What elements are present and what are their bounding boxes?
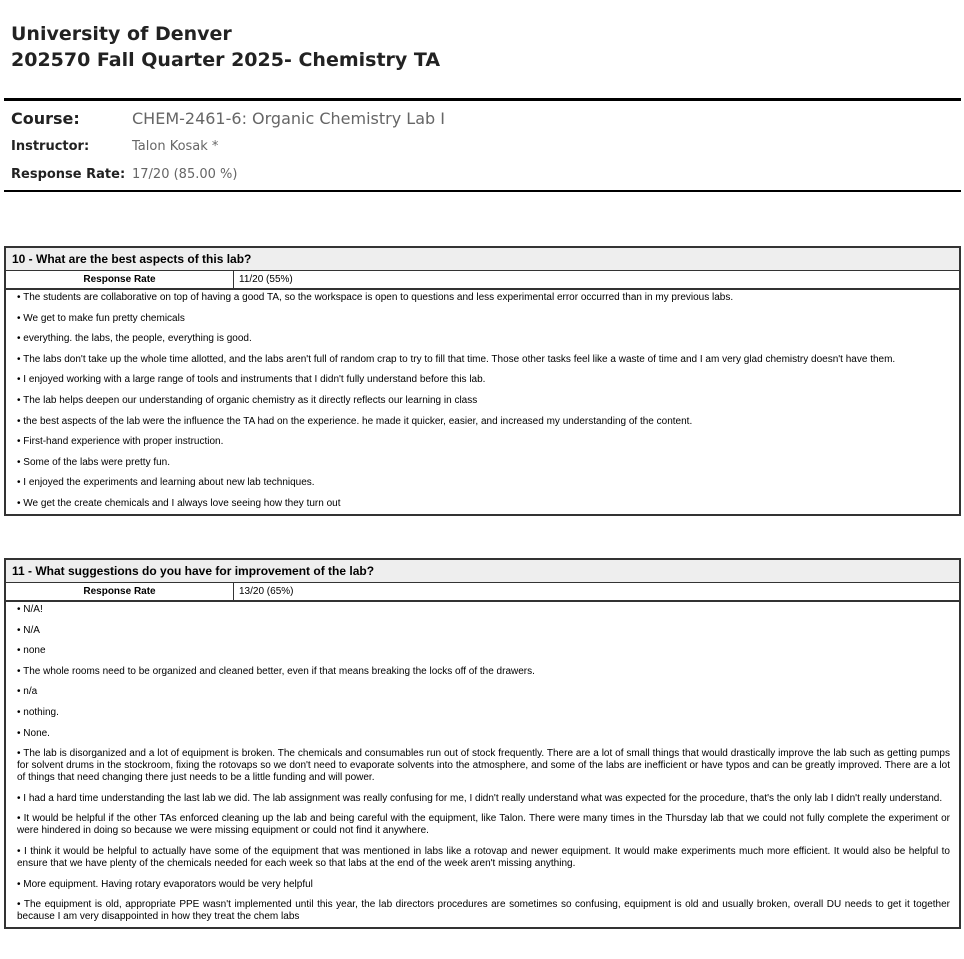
response-rate-bar — [6, 583, 959, 602]
response-item: • First-hand experience with proper instruction. — [17, 436, 224, 448]
university-name: University of Denver — [11, 23, 232, 45]
course-label: Course: — [11, 109, 80, 128]
response-item: • everything. the labs, the people, everything is good. — [17, 333, 252, 345]
response-item: • We get to make fun pretty chemicals — [17, 312, 185, 324]
response-item: • N/A — [17, 624, 40, 636]
response-item: • The equipment is old, appropriate PPE wasn't implemented until this year, the lab directors procedures are sometimes so confusing, equipment is old and usually broken, overall DU needs to get it together because I am very disappointed in how they treat the chem labs — [17, 899, 950, 923]
response-item: • The lab is disorganized and a lot of equipment is broken. The chemicals and consumables run out of stock frequently. There are a lot of small things that would drastically improve the lab such as getting pumps for solvent drums in the stockroom, fixing the rotovaps so we don't need to evaporate solvents into the atmosphere, and some of the labs are inefficient or have typos and can be greatly improved. There are a lot of things that need changing there just needs to be a little funding and will power. — [17, 748, 950, 784]
response-item: • We get the create chemicals and I always love seeing how they turn out — [17, 497, 341, 509]
response-item: • It would be helpful if the other TAs enforced cleaning up the lab and being careful with the equipment, like Talon. There were many times in the Thursday lab that we could not fully complete the experiment or were hindered in doing so because we were missing equipment or could not find it anywhere. — [17, 813, 950, 837]
response-item: • I enjoyed the experiments and learning about new lab techniques. — [17, 477, 315, 489]
response-item: • The labs don't take up the whole time allotted, and the labs aren't full of random crap to try to fill that time. Those other tasks feel like a waste of time and I am very glad chemistry doesn't have them. — [17, 353, 896, 365]
question-block-10 — [4, 246, 961, 516]
response-item: • More equipment. Having rotary evaporators would be very helpful — [17, 878, 313, 890]
response-list — [6, 602, 959, 927]
response-item: • None. — [17, 727, 50, 739]
instructor-value: Talon Kosak * — [132, 139, 219, 154]
term-title: 202570 Fall Quarter 2025- Chemistry TA — [11, 49, 441, 71]
response-rate-bar — [6, 271, 959, 290]
response-rate-value: 17/20 (85.00 %) — [132, 167, 238, 182]
response-item: • the best aspects of the lab were the influence the TA had on the experience. he made it quicker, easier, and increased my understanding of the content. — [17, 415, 693, 427]
response-list — [6, 290, 959, 514]
course-value: CHEM-2461-6: Organic Chemistry Lab I — [132, 109, 445, 128]
report-header — [11, 21, 440, 73]
course-row — [11, 109, 445, 128]
question-title: 10 - What are the best aspects of this lab? — [6, 248, 959, 271]
response-item: • The students are collaborative on top of having a good TA, so the workspace is open to questions and less experimental error occurred than in my previous labs. — [17, 292, 734, 303]
question-title: 11 - What suggestions do you have for improvement of the lab? — [6, 560, 959, 583]
course-info-box — [4, 98, 961, 192]
instructor-label: Instructor: — [11, 139, 90, 154]
response-item: • The whole rooms need to be organized and cleaned better, even if that means breaking the locks off of the drawers. — [17, 665, 535, 677]
response-rate-value: 11/20 (55%) — [239, 274, 293, 285]
response-item: • n/a — [17, 686, 38, 698]
response-item: • Some of the labs were pretty fun. — [17, 456, 171, 468]
response-item: • The lab helps deepen our understanding of organic chemistry as it directly reflects our learning in class — [17, 394, 478, 406]
response-item: • I enjoyed working with a large range of tools and instruments that I didn't fully understand before this lab. — [17, 374, 486, 386]
response-item: • I had a hard time understanding the last lab we did. The lab assignment was really confusing for me, I didn't really understand what was expected for the procedure, that's the only lab I didn't really understand. — [17, 792, 943, 804]
response-rate-label: Response Rate — [6, 583, 234, 600]
response-rate-value: 13/20 (65%) — [239, 586, 294, 597]
question-block-11 — [4, 558, 961, 929]
response-rate-label: Response Rate: — [11, 167, 126, 182]
response-item: • none — [17, 645, 46, 657]
instructor-row — [11, 139, 218, 154]
response-rate-label: Response Rate — [6, 271, 234, 288]
response-item: • nothing. — [17, 706, 59, 718]
response-rate-row — [11, 167, 237, 182]
response-item: • N/A! — [17, 604, 43, 615]
response-item: • I think it would be helpful to actually have some of the equipment that was mentioned in labs like a rotovap and newer equipment. It would make experiments much more efficient. It would also be helpful to ensure that we have plenty of the chemicals needed for each week so that labs at the end of the week aren't missing anything. — [17, 845, 950, 869]
